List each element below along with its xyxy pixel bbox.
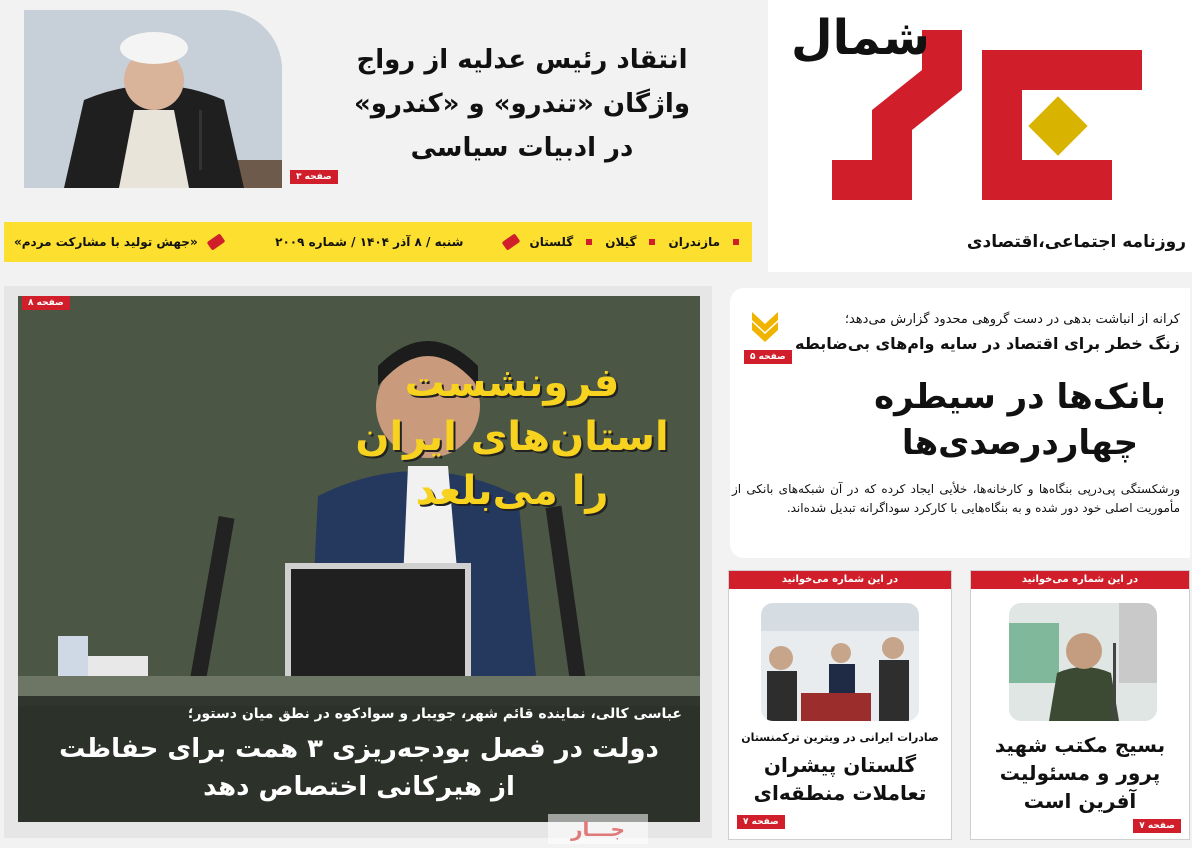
- top-headline[interactable]: [302, 38, 742, 170]
- lead-body: ورشکستگی پی‌درپی بنگاه‌ها و کارخانه‌ها، خلأیی ایجاد کرده که در آن شبکه‌های بانکی از مأموریت اصلی خود دور شده و به بنگاه‌هایی با کارکرد سوداگرانه تبدیل شده‌اند.: [732, 482, 1180, 515]
- teaser-headline-line: آفرین است: [1023, 789, 1137, 813]
- cleric-illustration: [24, 10, 282, 188]
- exhibition-illustration: [761, 603, 919, 721]
- teaser-headline-line: بسیج مکتب شهید: [994, 733, 1166, 757]
- exhibition-photo[interactable]: [761, 603, 919, 721]
- page-tag[interactable]: صفحه ۵: [744, 350, 792, 364]
- issue-info: شنبه / ۸ آذر ۱۴۰۴ / شماره ۲۰۰۹: [275, 235, 464, 249]
- parliament-photo[interactable]: [18, 296, 700, 822]
- main-headline-line: دولت در فصل بودجه‌ریزی ۳ همت برای حفاظت: [59, 734, 659, 764]
- main-story[interactable]: [4, 286, 712, 838]
- quote-line: را می‌بلعد: [415, 468, 609, 514]
- quote-title[interactable]: [352, 356, 672, 518]
- main-headline[interactable]: [18, 730, 700, 806]
- region-label[interactable]: گلستان: [529, 235, 574, 249]
- double-chevron-icon: [748, 308, 782, 342]
- teaser-kicker: صادرات ایرانی در ویترین ترکمنستان: [741, 731, 939, 744]
- lead-story[interactable]: [730, 288, 1190, 558]
- region-label[interactable]: مازندران: [668, 235, 720, 249]
- commander-illustration: [1009, 603, 1157, 721]
- page-tag[interactable]: صفحه ۳: [290, 170, 338, 184]
- bullet-icon: [649, 239, 655, 245]
- commander-photo[interactable]: [1009, 603, 1157, 721]
- bullet-icon: [733, 239, 739, 245]
- cleric-photo[interactable]: [24, 10, 282, 188]
- lead-headline-line: چهاردرصدی‌ها: [901, 423, 1139, 463]
- logo-prefix: شمال: [790, 10, 930, 66]
- teaser-headline-line: پرور و مسئولیت: [999, 761, 1161, 785]
- page-tag[interactable]: صفحه ۷: [737, 815, 785, 829]
- bullet-icon: [586, 239, 592, 245]
- watermark: جـــار: [548, 814, 648, 844]
- top-story[interactable]: [20, 8, 742, 194]
- teaser-header: در این شماره می‌خوانید: [971, 571, 1189, 589]
- top-headline-line: انتقاد رئیس عدلیه از رواج: [356, 45, 688, 75]
- pen-icon: [502, 233, 521, 250]
- main-caption[interactable]: [18, 696, 700, 822]
- quote-line: فرونشست: [404, 360, 620, 406]
- quote-line: استان‌های ایران: [355, 414, 669, 460]
- lead-headline-line: بانک‌ها در سیطره: [874, 377, 1166, 417]
- teaser-headline[interactable]: [729, 751, 951, 807]
- teaser-header: در این شماره می‌خوانید: [729, 571, 951, 589]
- teaser-box[interactable]: [728, 570, 952, 840]
- lead-kicker: کرانه از انباشت بدهی در دست گروهی محدود گزارش می‌دهد؛: [844, 312, 1180, 327]
- teaser-box[interactable]: [970, 570, 1190, 840]
- page-tag[interactable]: صفحه ۸: [22, 296, 70, 310]
- top-headline-line: در ادبیات سیاسی: [410, 133, 634, 163]
- top-headline-line: واژگان «تندرو» و «کندرو»: [353, 89, 691, 119]
- lead-subhead: زنگ خطر برای اقتصاد در سایه وام‌های بی‌ضابطه: [794, 334, 1180, 353]
- region-label[interactable]: گیلان: [605, 235, 637, 249]
- lead-headline[interactable]: [870, 374, 1170, 466]
- teaser-headline-line: گلستان پیشران: [763, 753, 917, 777]
- masthead: [768, 0, 1192, 272]
- info-band: [4, 222, 752, 262]
- teaser-headline[interactable]: [971, 731, 1189, 815]
- tagline: روزنامه اجتماعی،اقتصادی: [966, 232, 1186, 252]
- pen-icon: [206, 233, 225, 250]
- main-kicker: عباسی کالی، نماینده قائم شهر، جویبار و سوادکوه در نطق میان دستور؛: [187, 706, 682, 722]
- teaser-headline-line: تعاملات منطقه‌ای: [753, 781, 927, 805]
- main-headline-line: از هیرکانی اختصاص دهد: [203, 772, 515, 802]
- page-tag[interactable]: صفحه ۷: [1133, 819, 1181, 833]
- slogan: «جهش تولید با مشارکت مردم»: [14, 235, 198, 249]
